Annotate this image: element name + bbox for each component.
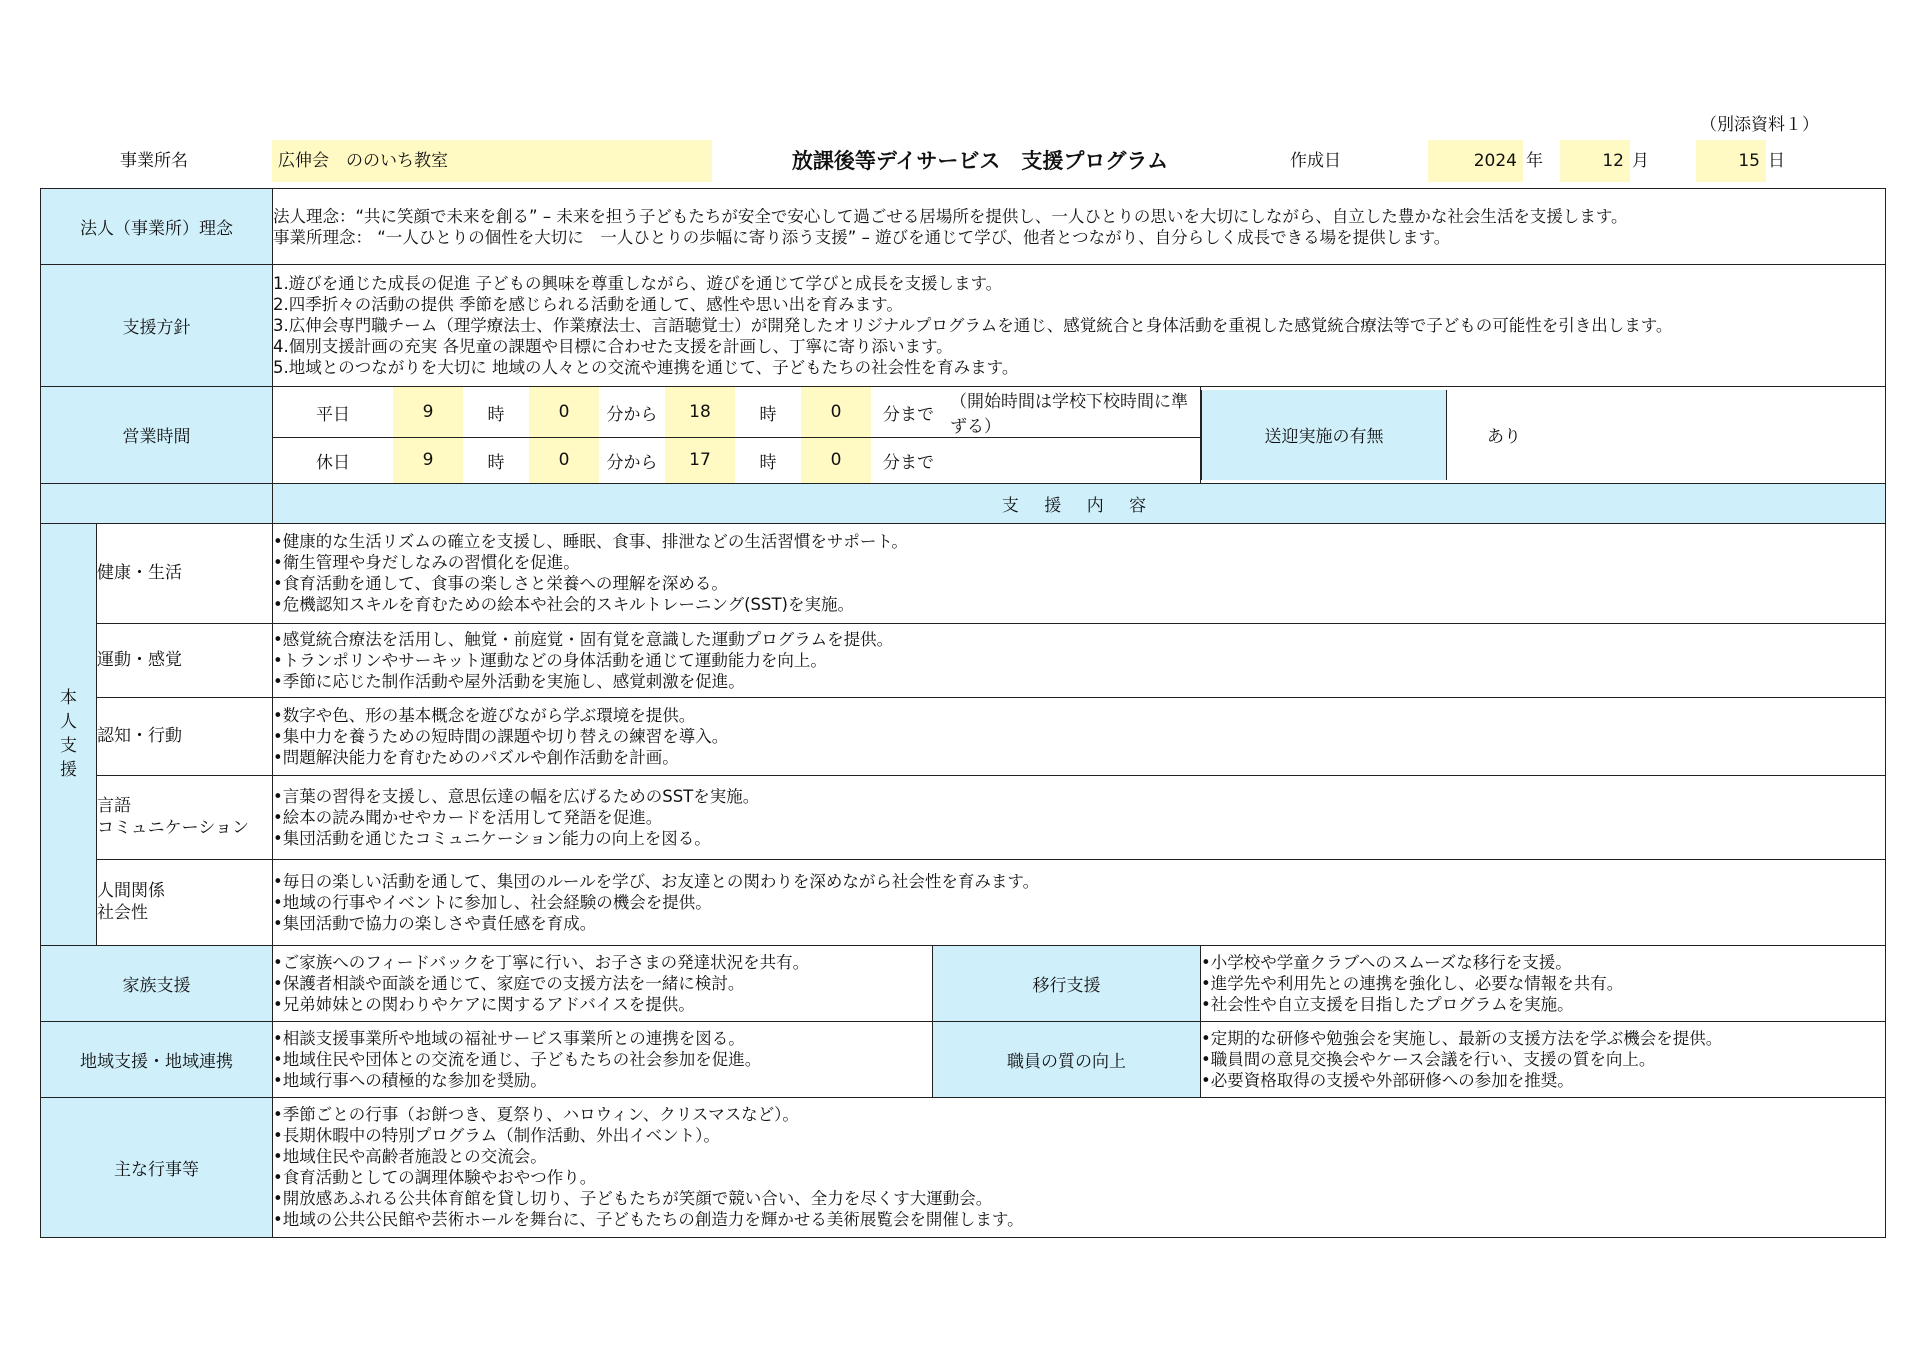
policy-line: 5.地域とのつながりを大切に 地域の人々との交流や連携を通じて、子どもたちの社会性を育みます。 (273, 358, 1019, 377)
list-item: •兄弟姉妹との関わりやケアに関するアドバイスを提供。 (273, 994, 695, 1014)
events-label: 主な行事等 (41, 1097, 273, 1237)
list-item: •地域の行事やイベントに参加し、社会経験の機会を提供。 (273, 892, 712, 912)
weekday-hours-row (273, 387, 1200, 438)
list-item: •危機認知スキルを育むための絵本や社会的スキルトレーニング(SST)を実施。 (273, 595, 854, 614)
list-item: •地域住民や団体との交流を通じ、子どもたちの社会参加を促進。 (273, 1049, 762, 1069)
list-item: •相談支援事業所や地域の福祉サービス事業所との連携を図る。 (273, 1028, 745, 1048)
list-item: •トランポリンやサーキット運動などの身体活動を通じて運動能力を向上。 (273, 650, 827, 670)
relationships-social-content (273, 859, 1886, 945)
label-line: 言語 (97, 796, 131, 816)
staff-quality-label: 職員の質の向上 (933, 1021, 1201, 1097)
events-content (273, 1097, 1886, 1237)
individual-row-health (41, 523, 1886, 623)
transport-box (1201, 390, 1885, 480)
list-item: •保護者相談や面談を通じて、家庭での支援方法を一緒に検討。 (273, 973, 745, 993)
created-day: 15 (1696, 140, 1766, 182)
policy-row (41, 265, 1886, 387)
minute-until: 分まで (871, 387, 946, 438)
created-month: 12 (1560, 140, 1630, 182)
list-item: •毎日の楽しい活動を通して、集団のルールを学び、お友達との関わりを深めながら社会性を育みます。 (273, 871, 1040, 891)
list-item: •健康的な生活リズムの確立を支援し、睡眠、食事、排泄などの生活習慣をサポート。 (273, 532, 908, 551)
support-header-spacer (41, 483, 273, 523)
policy-line: 3.広伸会専門職チーム（理学療法士、作業療法士、言語聴覚士）が開発したオリジナルプログラムを通じ、感覚統合と身体活動を重視した感覚統合療法等で子どもの可能性を引き出します。 (273, 316, 1673, 335)
philosophy-line: 法人理念：“共に笑顔で未来を創る” – 未来を担う子どもたちが安全で安心して過ごせる居場所を提供し、一人ひとりの思いを大切にしながら、自立した豊かな社会生活を支援します。 (273, 206, 1628, 226)
list-item: •集団活動を通じたコミュニケーション能力の向上を図る。 (273, 828, 711, 848)
community-support-content (273, 1021, 933, 1097)
events-row (41, 1097, 1886, 1237)
policy-label: 支援方針 (41, 265, 273, 387)
office-label: 事業所名 (120, 151, 188, 171)
attachment-label: （別添資料１） (1700, 115, 1819, 135)
health-life-content (273, 523, 1886, 623)
philosophy-content (273, 189, 1886, 265)
community-staff-row (41, 1021, 1886, 1097)
list-item: •開放感あふれる公共体育館を貸し切り、子どもたちが笑顔で競い合い、全力を尽くす大運動会。 (273, 1189, 993, 1208)
created-year: 2024 (1428, 140, 1523, 182)
list-item: •必要資格取得の支援や外部研修への参加を推奨。 (1201, 1070, 1574, 1090)
cognition-behavior-content (273, 697, 1886, 775)
holiday-start-hour: 9 (393, 438, 463, 483)
list-item: •絵本の読み聞かせやカードを活用して発語を促進。 (273, 807, 663, 827)
hours-row (41, 387, 1886, 484)
hour-unit: 時 (463, 387, 529, 438)
policy-line: 1.遊びを通じた成長の促進 子どもの興味を尊重しながら、遊びを通じて学びと成長を支援します。 (273, 274, 1003, 293)
list-item: •集団活動で協力の楽しさや責任感を育成。 (273, 913, 597, 933)
transport-label: 送迎実施の有無 (1201, 390, 1447, 480)
holiday-end-hour: 17 (665, 438, 735, 483)
created-date-label: 作成日 (1290, 151, 1341, 171)
list-item: •問題解決能力を育むためのパズルや創作活動を計画。 (273, 747, 679, 767)
individual-row-motor (41, 623, 1886, 697)
empty-cell (946, 438, 1200, 483)
policy-content (273, 265, 1886, 387)
support-program-table (40, 188, 1886, 1238)
list-item: •地域住民や高齢者施設との交流会。 (273, 1147, 547, 1166)
language-communication-label (97, 775, 273, 859)
list-item: •食育活動としての調理体験やおやつ作り。 (273, 1168, 597, 1187)
weekday-label: 平日 (273, 387, 393, 438)
relationships-social-label (97, 859, 273, 945)
individual-support-label (41, 523, 97, 945)
label-line: コミュニケーション (97, 818, 249, 838)
hours-content (273, 387, 1201, 484)
philosophy-label: 法人（事業所）理念 (41, 189, 273, 265)
community-support-label: 地域支援・地域連携 (41, 1021, 273, 1097)
list-item: •社会性や自立支援を目指したプログラムを実施。 (1201, 994, 1574, 1014)
label-line: 人間関係 (97, 881, 165, 901)
list-item: •ご家族へのフィードバックを丁寧に行い、お子さまの発達状況を共有。 (273, 952, 810, 972)
list-item: •数字や色、形の基本概念を遊びながら学ぶ環境を提供。 (273, 705, 696, 725)
language-communication-content (273, 775, 1886, 859)
policy-line: 4.個別支援計画の充実 各児童の課題や目標に合わせた支援を計画し、丁寧に寄り添います。 (273, 337, 953, 356)
list-item: •集中力を養うための短時間の課題や切り替えの練習を導入。 (273, 726, 729, 746)
list-item: •定期的な研修や勉強会を実施し、最新の支援方法を学ぶ機会を提供。 (1201, 1028, 1723, 1048)
transition-support-content (1201, 945, 1886, 1021)
transition-support-label: 移行支援 (933, 945, 1201, 1021)
policy-line: 2.四季折々の活動の提供 季節を感じられる活動を通して、感性や思い出を育みます。 (273, 295, 903, 314)
weekday-end-hour: 18 (665, 387, 735, 438)
family-transition-row (41, 945, 1886, 1021)
weekday-note: （開始時間は学校下校時間に準ずる） (946, 387, 1200, 438)
staff-quality-content (1201, 1021, 1886, 1097)
holiday-hours-row (273, 438, 1200, 483)
list-item: •食育活動を通して、食事の楽しさと栄養への理解を深める。 (273, 574, 728, 593)
weekday-start-hour: 9 (393, 387, 463, 438)
weekday-start-minute: 0 (529, 387, 599, 438)
health-life-label: 健康・生活 (97, 523, 273, 623)
individual-row-language (41, 775, 1886, 859)
hours-table (273, 387, 1200, 483)
holiday-start-minute: 0 (529, 438, 599, 483)
support-header-row (41, 483, 1886, 523)
holiday-label: 休日 (316, 452, 350, 473)
document-title: 放課後等デイサービス 支援プログラム (791, 149, 1169, 173)
office-name: 広伸会 ののいち教室 (272, 140, 712, 182)
motor-sensory-label: 運動・感覚 (97, 623, 273, 697)
minute-until: 分まで (883, 452, 934, 473)
transport-cell (1201, 387, 1886, 484)
month-unit: 月 (1632, 151, 1649, 171)
weekday-end-minute: 0 (801, 387, 871, 438)
list-item: •衛生管理や身だしなみの習慣化を促進。 (273, 553, 580, 572)
hour-unit: 時 (735, 387, 801, 438)
hours-label: 営業時間 (41, 387, 273, 484)
list-item: •言葉の習得を支援し、意思伝達の幅を広げるためのSSTを実施。 (273, 786, 760, 806)
philosophy-row (41, 189, 1886, 265)
list-item: •地域行事への積極的な参加を奨励。 (273, 1070, 547, 1090)
philosophy-line: 事業所理念： “一人ひとりの個性を大切に 一人ひとりの歩幅に寄り添う支援” – 遊びを通じて学び、他者とつながり、自分らしく成長できる場を提供します。 (273, 227, 1451, 247)
hour-unit: 時 (487, 452, 505, 473)
list-item: •小学校や学童クラブへのスムーズな移行を支援。 (1201, 952, 1572, 972)
support-header: 支 援 内 容 (273, 483, 1886, 523)
minute-from: 分から (606, 452, 658, 473)
document-header (40, 140, 1885, 182)
list-item: •地域の公共公民館や芸術ホールを舞台に、子どもたちの創造力を輝かせる美術展覧会を開催します。 (273, 1210, 1024, 1229)
individual-row-social (41, 859, 1886, 945)
list-item: •長期休暇中の特別プログラム（制作活動、外出イベント）。 (273, 1126, 720, 1145)
motor-sensory-content (273, 623, 1886, 697)
list-item: •感覚統合療法を活用し、触覚・前庭覚・固有覚を意識した運動プログラムを提供。 (273, 629, 894, 649)
day-unit: 日 (1768, 151, 1785, 171)
list-item: •季節ごとの行事（お餅つき、夏祭り、ハロウィン、クリスマスなど）。 (273, 1105, 799, 1124)
family-support-label: 家族支援 (41, 945, 273, 1021)
individual-support-text: 本人支援 (60, 688, 77, 780)
family-support-content (273, 945, 933, 1021)
year-unit: 年 (1526, 151, 1543, 171)
holiday-end-minute: 0 (801, 438, 871, 483)
hour-unit: 時 (759, 452, 777, 473)
cognition-behavior-label: 認知・行動 (97, 697, 273, 775)
list-item: •季節に応じた制作活動や屋外活動を実施し、感覚刺激を促進。 (273, 671, 745, 691)
list-item: •職員間の意見交換会やケース会議を行い、支援の質を向上。 (1201, 1049, 1656, 1069)
minute-from: 分から (599, 387, 665, 438)
label-line: 社会性 (97, 903, 148, 923)
transport-value: あり (1487, 427, 1521, 448)
list-item: •進学先や利用先との連携を強化し、必要な情報を共有。 (1201, 973, 1624, 993)
individual-row-cognition (41, 697, 1886, 775)
